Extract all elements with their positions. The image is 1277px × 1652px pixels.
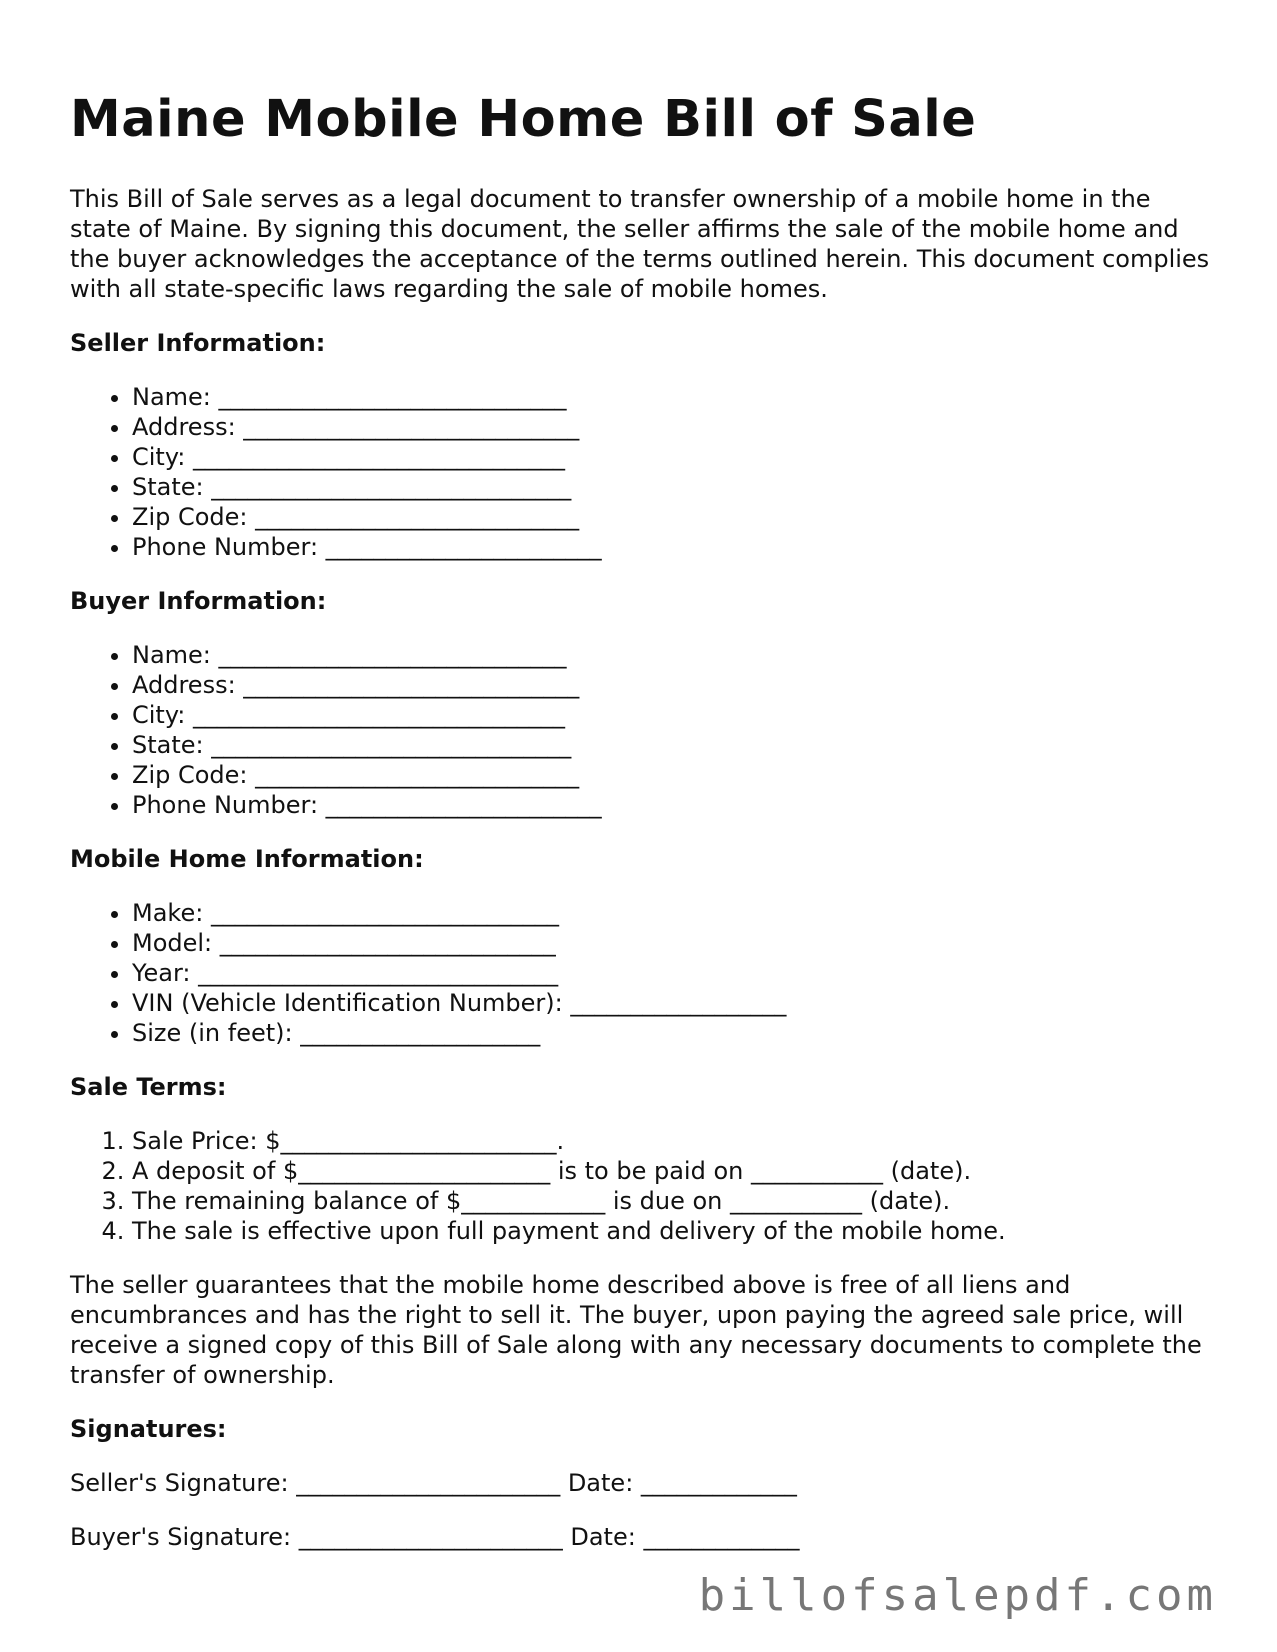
buyer-info-list xyxy=(70,640,1220,820)
site-watermark: billofsalepdf.com xyxy=(698,1570,1217,1621)
intro-paragraph: This Bill of Sale serves as a legal document to transfer ownership of a mobile home in the state of Maine. By signing this document, the seller affirms the sale of the mobile home and the buyer acknowledges the acceptance of the terms outlined herein. This document complies with all state-specific laws regarding the sale of mobile homes. xyxy=(70,185,1210,303)
buyer-phone-field: • Phone Number: _______________________ xyxy=(132,790,1220,820)
seller-signature-line: Seller's Signature: ______________________ Date: _____________ xyxy=(70,1469,797,1497)
mobile-home-model-field: • Model: ____________________________ xyxy=(132,928,1220,958)
buyer-signature-line: Buyer's Signature: ______________________ Date: _____________ xyxy=(70,1523,800,1551)
sale-price-term: 1. Sale Price: $_______________________. xyxy=(132,1126,1220,1156)
seller-state-field: • State: ______________________________ xyxy=(132,472,1220,502)
mobile-home-make-field: • Make: _____________________________ xyxy=(132,898,1220,928)
signatures-heading: Signatures: xyxy=(70,1415,227,1443)
seller-info-list xyxy=(70,382,1220,562)
closing-paragraph: The seller guarantees that the mobile home described above is free of all liens and encumbrances and has the right to sell it. The buyer, upon paying the agreed sale price, will receive a signed copy of this Bill of Sale along with any necessary documents to complete the transfer of ownership. xyxy=(70,1271,1202,1389)
sale-terms-heading: Sale Terms: xyxy=(70,1073,227,1101)
buyer-name-field: • Name: _____________________________ xyxy=(132,640,1220,670)
document-title: Maine Mobile Home Bill of Sale xyxy=(70,90,977,149)
effective-term: 4. The sale is effective upon full payment and delivery of the mobile home. xyxy=(132,1216,1220,1246)
buyer-zip-field: • Zip Code: ___________________________ xyxy=(132,760,1220,790)
seller-zip-field: • Zip Code: ___________________________ xyxy=(132,502,1220,532)
buyer-heading: Buyer Information: xyxy=(70,587,327,615)
seller-city-field: • City: _______________________________ xyxy=(132,442,1220,472)
deposit-term: 2. A deposit of $_____________________ is to be paid on ___________ (date). xyxy=(132,1156,1220,1186)
seller-heading: Seller Information: xyxy=(70,329,326,357)
bill-of-sale-document xyxy=(70,80,1220,1552)
sale-terms-list xyxy=(70,1126,1220,1246)
mobile-home-heading: Mobile Home Information: xyxy=(70,845,424,873)
mobile-home-info-list xyxy=(70,898,1220,1048)
buyer-address-field: • Address: ____________________________ xyxy=(132,670,1220,700)
mobile-home-year-field: • Year: ______________________________ xyxy=(132,958,1220,988)
balance-term: 3. The remaining balance of $____________ is due on ___________ (date). xyxy=(132,1186,1220,1216)
buyer-city-field: • City: _______________________________ xyxy=(132,700,1220,730)
seller-phone-field: • Phone Number: _______________________ xyxy=(132,532,1220,562)
mobile-home-size-field: • Size (in feet): ____________________ xyxy=(132,1018,1220,1048)
seller-name-field: • Name: _____________________________ xyxy=(132,382,1220,412)
mobile-home-vin-field: • VIN (Vehicle Identification Number): __________________ xyxy=(132,988,1220,1018)
buyer-state-field: • State: ______________________________ xyxy=(132,730,1220,760)
seller-address-field: • Address: ____________________________ xyxy=(132,412,1220,442)
